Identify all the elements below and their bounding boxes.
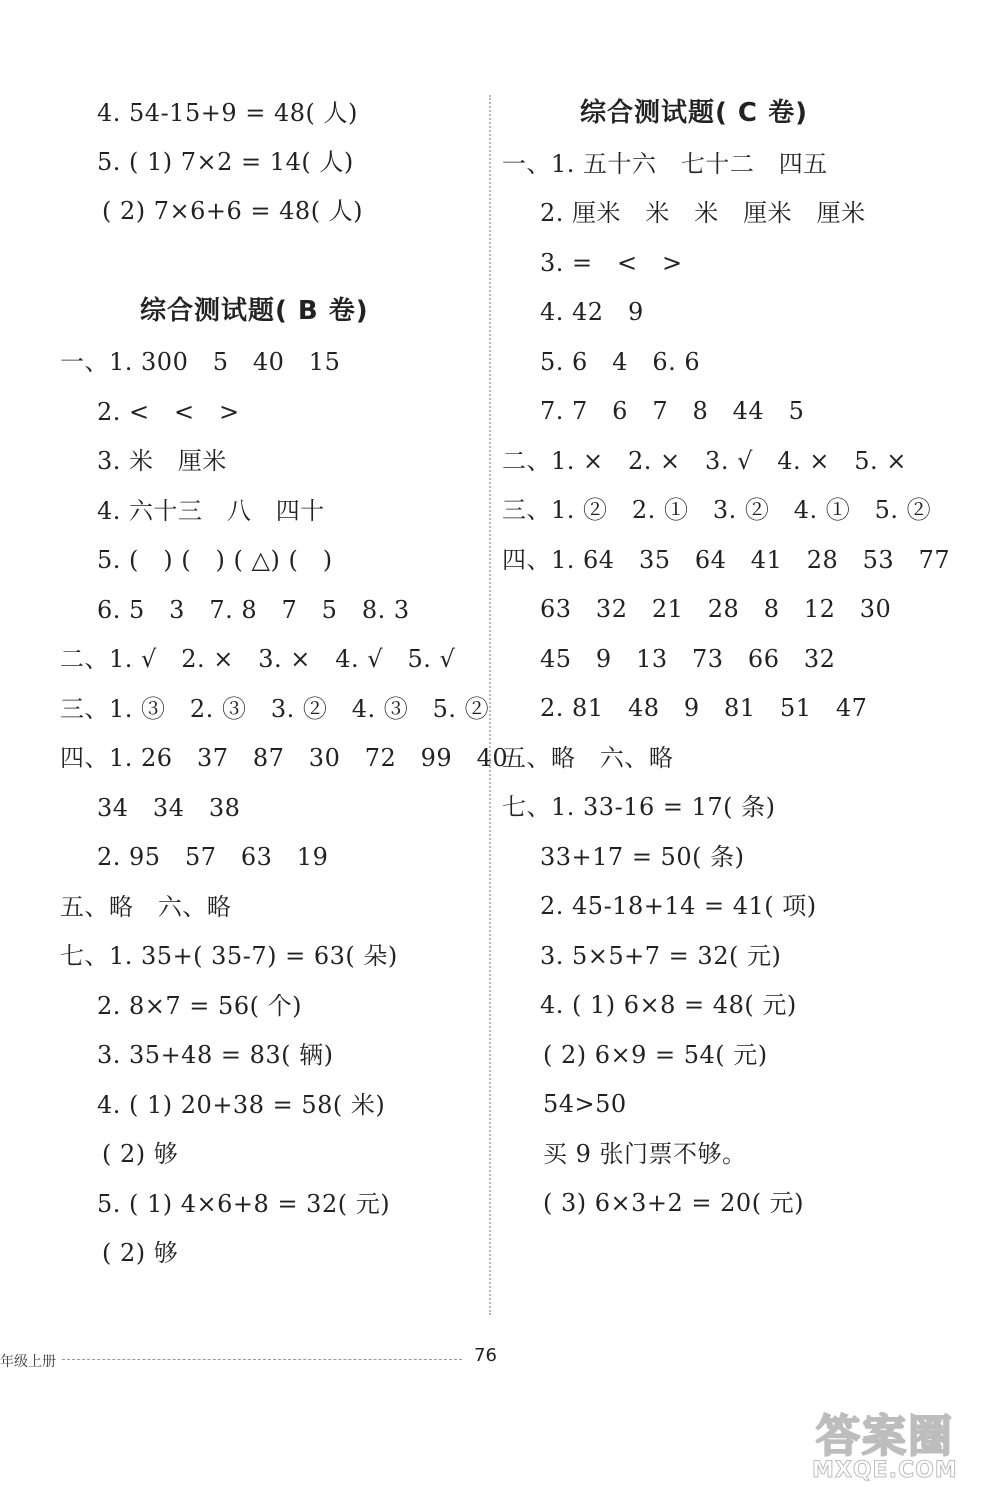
watermark-site: MXQE.COM bbox=[812, 1458, 958, 1483]
answer-line: 6. 5 3 7. 8 7 5 8. 3 bbox=[97, 596, 410, 624]
answer-line: ( 2) 7×6+6 = 48( 人) bbox=[102, 197, 364, 225]
watermark-logo bbox=[808, 1400, 988, 1486]
answer-line: 2. < < > bbox=[97, 398, 240, 426]
answer-line: 2. 95 57 63 19 bbox=[97, 843, 329, 871]
answer-line: 3. 35+48 = 83( 辆) bbox=[97, 1041, 334, 1069]
answer-line: 4. 42 9 bbox=[540, 298, 644, 326]
answer-line: 七、1. 35+( 35-7) = 63( 朵) bbox=[60, 942, 398, 970]
answer-line: 7. 7 6 7 8 44 5 bbox=[540, 397, 805, 425]
answer-line: 四、1. 26 37 87 30 72 99 40 bbox=[60, 744, 509, 772]
answer-line: 5. ( 1) 4×6+8 = 32( 元) bbox=[97, 1190, 391, 1218]
answer-line: 二、1. √ 2. × 3. × 4. √ 5. √ bbox=[60, 645, 456, 673]
answer-line: ( 2) 够 bbox=[102, 1140, 179, 1168]
answer-line: 买 9 张门票不够。 bbox=[543, 1140, 747, 1168]
answer-line: 七、1. 33-16 = 17( 条) bbox=[502, 793, 776, 821]
answer-line: 3. 米 厘米 bbox=[97, 447, 227, 475]
answer-line: 63 32 21 28 8 12 30 bbox=[540, 595, 892, 623]
answer-line: 2. 厘米 米 米 厘米 厘米 bbox=[540, 199, 866, 227]
answer-line: 5. ( ) ( ) ( △) ( ) bbox=[97, 546, 333, 574]
answer-line: 33+17 = 50( 条) bbox=[540, 843, 745, 871]
page-number: 76 bbox=[474, 1345, 497, 1366]
answer-line: 45 9 13 73 66 32 bbox=[540, 645, 836, 673]
answer-line: 3. = < > bbox=[540, 249, 683, 277]
answer-line: 5. ( 1) 7×2 = 14( 人) bbox=[97, 148, 354, 176]
answer-line: 4. ( 1) 20+38 = 58( 米) bbox=[97, 1091, 386, 1119]
answer-line: 2. 8×7 = 56( 个) bbox=[97, 992, 302, 1020]
footer-rule bbox=[62, 1359, 462, 1360]
answer-line: ( 3) 6×3+2 = 20( 元) bbox=[543, 1189, 805, 1217]
answer-line: 四、1. 64 35 64 41 28 53 77 bbox=[502, 546, 951, 574]
answer-line: 3. 5×5+7 = 32( 元) bbox=[540, 942, 782, 970]
answer-line: 一、1. 五十六 七十二 四五 bbox=[502, 150, 828, 178]
answer-line: 二、1. × 2. × 3. √ 4. × 5. × bbox=[502, 447, 907, 475]
section-title-c: 综合测试题( C 卷) bbox=[580, 98, 808, 128]
footer-label: 年级上册 bbox=[0, 1354, 56, 1370]
answer-line: 5. 6 4 6. 6 bbox=[540, 348, 701, 376]
answer-line: ( 2) 够 bbox=[102, 1239, 179, 1267]
answer-line: 2. 45-18+14 = 41( 项) bbox=[540, 892, 817, 920]
answer-line: 一、1. 300 5 40 15 bbox=[60, 348, 341, 376]
watermark-text: 答案圈 bbox=[816, 1411, 954, 1462]
answer-line: 五、略 六、略 bbox=[60, 893, 232, 921]
answer-line: 三、1. ③ 2. ③ 3. ② 4. ③ 5. ② bbox=[60, 695, 490, 723]
answer-line: 2. 81 48 9 81 51 47 bbox=[540, 694, 868, 722]
answer-line: 4. ( 1) 6×8 = 48( 元) bbox=[540, 991, 797, 1019]
answer-line: 4. 六十三 八 四十 bbox=[97, 497, 325, 525]
answer-line: 54>50 bbox=[543, 1090, 627, 1118]
answer-line: 4. 54-15+9 = 48( 人) bbox=[97, 99, 358, 127]
answer-line: 三、1. ② 2. ① 3. ② 4. ① 5. ② bbox=[502, 496, 932, 524]
answer-line: 五、略 六、略 bbox=[502, 744, 674, 772]
answer-line: ( 2) 6×9 = 54( 元) bbox=[543, 1041, 768, 1069]
section-title-b: 综合测试题( B 卷) bbox=[140, 296, 369, 326]
answer-line: 34 34 38 bbox=[97, 794, 241, 822]
column-divider bbox=[489, 95, 491, 1315]
